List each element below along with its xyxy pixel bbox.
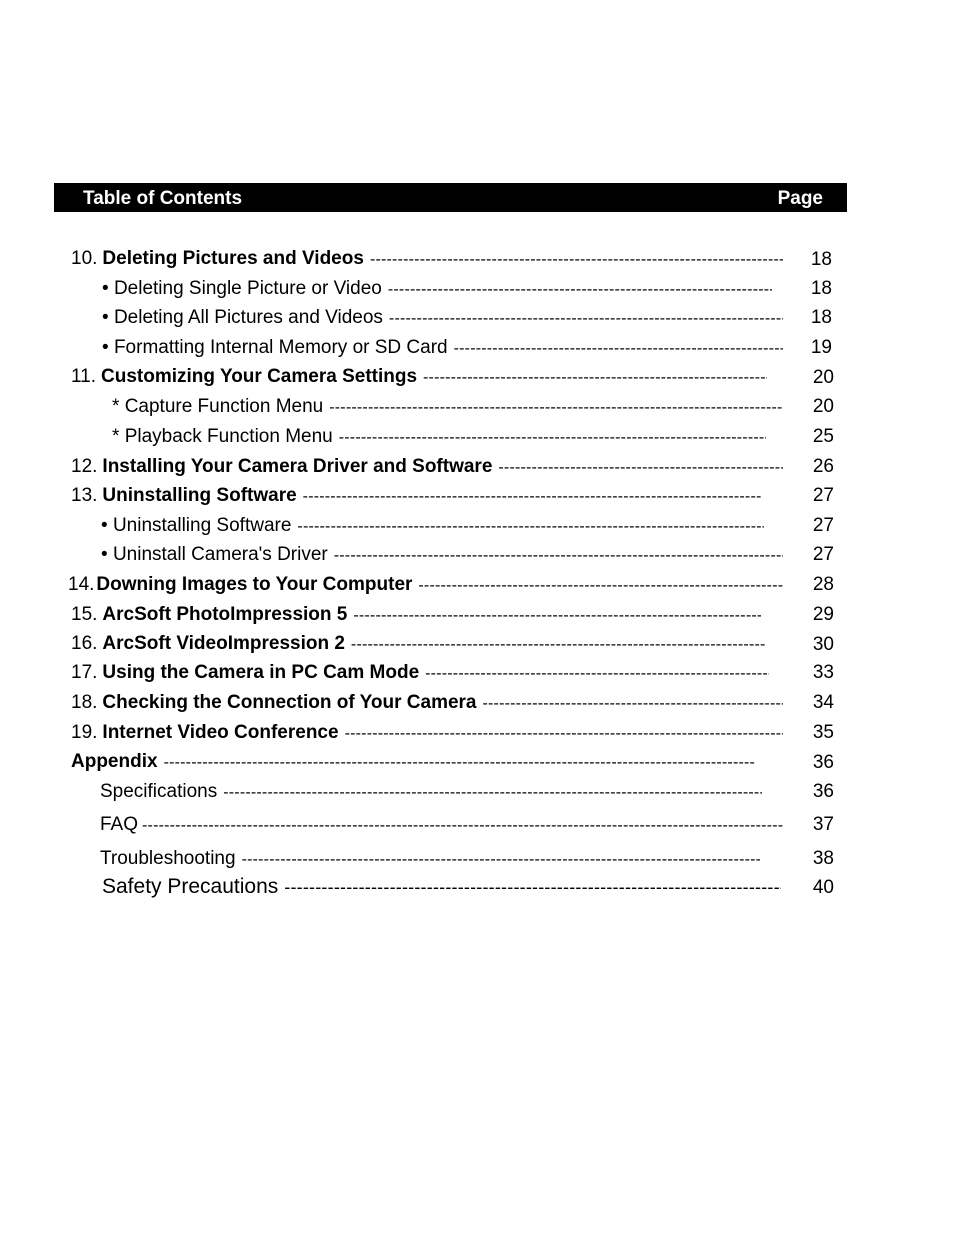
dot-leader (223, 781, 762, 805)
toc-entry-title: Installing Your Camera Driver and Software (102, 456, 493, 477)
toc-subentry[interactable] (100, 847, 760, 872)
toc-header-page-label: Page (777, 188, 823, 209)
dot-leader (242, 848, 760, 872)
toc-entry-page: 25 (812, 426, 834, 447)
dot-leader (351, 633, 765, 657)
dot-leader (345, 722, 783, 746)
toc-entry-number: 15. (71, 604, 98, 625)
toc-entry-title: Customizing Your Camera Settings (101, 366, 418, 387)
toc-entry-appendix[interactable] (71, 750, 755, 775)
toc-subentry[interactable] (100, 780, 762, 805)
toc-entry-12[interactable] (71, 455, 783, 480)
toc-subentry[interactable] (112, 425, 766, 450)
toc-entry-page: 19 (810, 337, 832, 358)
toc-entry-page: 37 (812, 814, 834, 835)
toc-entry-page: 27 (812, 485, 834, 506)
dot-leader (339, 426, 766, 450)
toc-entry-11[interactable] (71, 365, 767, 390)
toc-entry-page: 36 (812, 752, 834, 773)
toc-entry-page: 27 (812, 515, 834, 536)
toc-entry-page: 40 (812, 877, 834, 898)
toc-entry-title: FAQ (100, 814, 139, 835)
dot-leader (334, 544, 783, 568)
toc-entry-16[interactable] (71, 632, 765, 657)
dot-leader (425, 662, 769, 686)
dot-leader (423, 366, 767, 390)
dot-leader (389, 307, 783, 331)
bullet-glyph: • (102, 307, 109, 328)
toc-entry-title: Uninstalling Software (112, 515, 292, 536)
toc-entry-title: Capture Function Menu (124, 396, 324, 417)
toc-header-title: Table of Contents (83, 188, 243, 209)
bullet-glyph: * (112, 396, 120, 417)
toc-entry-title: Formatting Internal Memory or SD Card (113, 337, 448, 358)
toc-subentry[interactable] (102, 306, 783, 331)
toc-entry-number: 19. (71, 722, 98, 743)
toc-subentry[interactable] (101, 543, 783, 568)
toc-entry-page: 18 (810, 249, 832, 270)
toc-entry-title: ArcSoft PhotoImpression 5 (102, 604, 348, 625)
toc-subentry[interactable] (102, 277, 772, 302)
toc-entry-title: Uninstall Camera's Driver (112, 544, 328, 565)
bullet-glyph: • (101, 544, 108, 565)
toc-subentry[interactable] (100, 813, 783, 838)
toc-entry-number: 16. (71, 633, 98, 654)
toc-entry-title: Specifications (100, 781, 218, 802)
dot-leader (297, 515, 764, 539)
toc-entry-13[interactable] (71, 484, 761, 509)
dot-leader (498, 456, 783, 480)
toc-entry-title: Checking the Connection of Your Camera (102, 692, 477, 713)
bullet-glyph: • (102, 278, 109, 299)
toc-entry-number: 13. (71, 485, 98, 506)
toc-entry-title: Deleting All Pictures and Videos (113, 307, 383, 328)
toc-entry-page: 33 (812, 662, 834, 683)
toc-entry-number: 17. (71, 662, 98, 683)
toc-entry-title: Deleting Pictures and Videos (102, 248, 364, 269)
dot-leader (483, 692, 784, 716)
toc-entry-title: ArcSoft VideoImpression 2 (102, 633, 345, 654)
toc-entry-page: 20 (812, 367, 834, 388)
toc-entry-title: Appendix (71, 751, 158, 772)
toc-entry-page: 28 (812, 574, 834, 595)
dot-leader (329, 396, 783, 420)
toc-entry-title: Safety Precautions (102, 875, 279, 898)
dot-leader (303, 485, 761, 509)
bullet-glyph: • (102, 337, 109, 358)
dot-leader (418, 574, 783, 598)
dot-leader (454, 337, 783, 361)
toc-entry-page: 38 (812, 848, 834, 869)
toc-entry-number: 14. (68, 574, 95, 595)
toc-entry-title: Using the Camera in PC Cam Mode (102, 662, 420, 683)
toc-subentry[interactable] (101, 514, 764, 539)
toc-subentry[interactable] (112, 395, 783, 420)
toc-entry-page: 18 (810, 307, 832, 328)
dot-leader (353, 604, 761, 628)
dot-leader (284, 875, 781, 899)
toc-entry-page: 29 (812, 604, 834, 625)
toc-entry-title: Internet Video Conference (102, 722, 339, 743)
toc-entry-14[interactable] (68, 573, 783, 598)
dot-leader (142, 814, 783, 838)
toc-entry-page: 18 (810, 278, 832, 299)
toc-entry-page: 34 (812, 692, 834, 713)
bullet-glyph: • (101, 515, 108, 536)
toc-entry-number: 10. (71, 248, 98, 269)
toc-entry-17[interactable] (71, 661, 769, 686)
toc-entry-title: Troubleshooting (100, 848, 236, 869)
toc-entry-number: 12. (71, 456, 98, 477)
bullet-glyph: * (112, 426, 120, 447)
toc-entry-number: 18. (71, 692, 98, 713)
toc-entry-title: Downing Images to Your Computer (96, 574, 413, 595)
dot-leader (370, 248, 783, 272)
toc-entry-title: Playback Function Menu (124, 426, 333, 447)
toc-entry-page: 35 (812, 722, 834, 743)
dot-leader (164, 751, 755, 775)
toc-entry-10[interactable] (71, 247, 783, 272)
toc-entry-15[interactable] (71, 603, 761, 628)
toc-entry-title: Deleting Single Picture or Video (113, 278, 382, 299)
toc-entry-number: 11. (71, 366, 97, 387)
toc-entry-page: 20 (812, 396, 834, 417)
toc-entry-page: 27 (812, 544, 834, 565)
toc-entry-page: 36 (812, 781, 834, 802)
toc-entry-19[interactable] (71, 721, 783, 746)
dot-leader (388, 278, 772, 302)
toc-subentry[interactable] (102, 875, 781, 899)
toc-entry-18[interactable] (71, 691, 783, 716)
toc-subentry[interactable] (102, 336, 783, 361)
toc-entry-page: 30 (812, 634, 834, 655)
toc-entry-title: Uninstalling Software (102, 485, 297, 506)
toc-entry-page: 26 (812, 456, 834, 477)
